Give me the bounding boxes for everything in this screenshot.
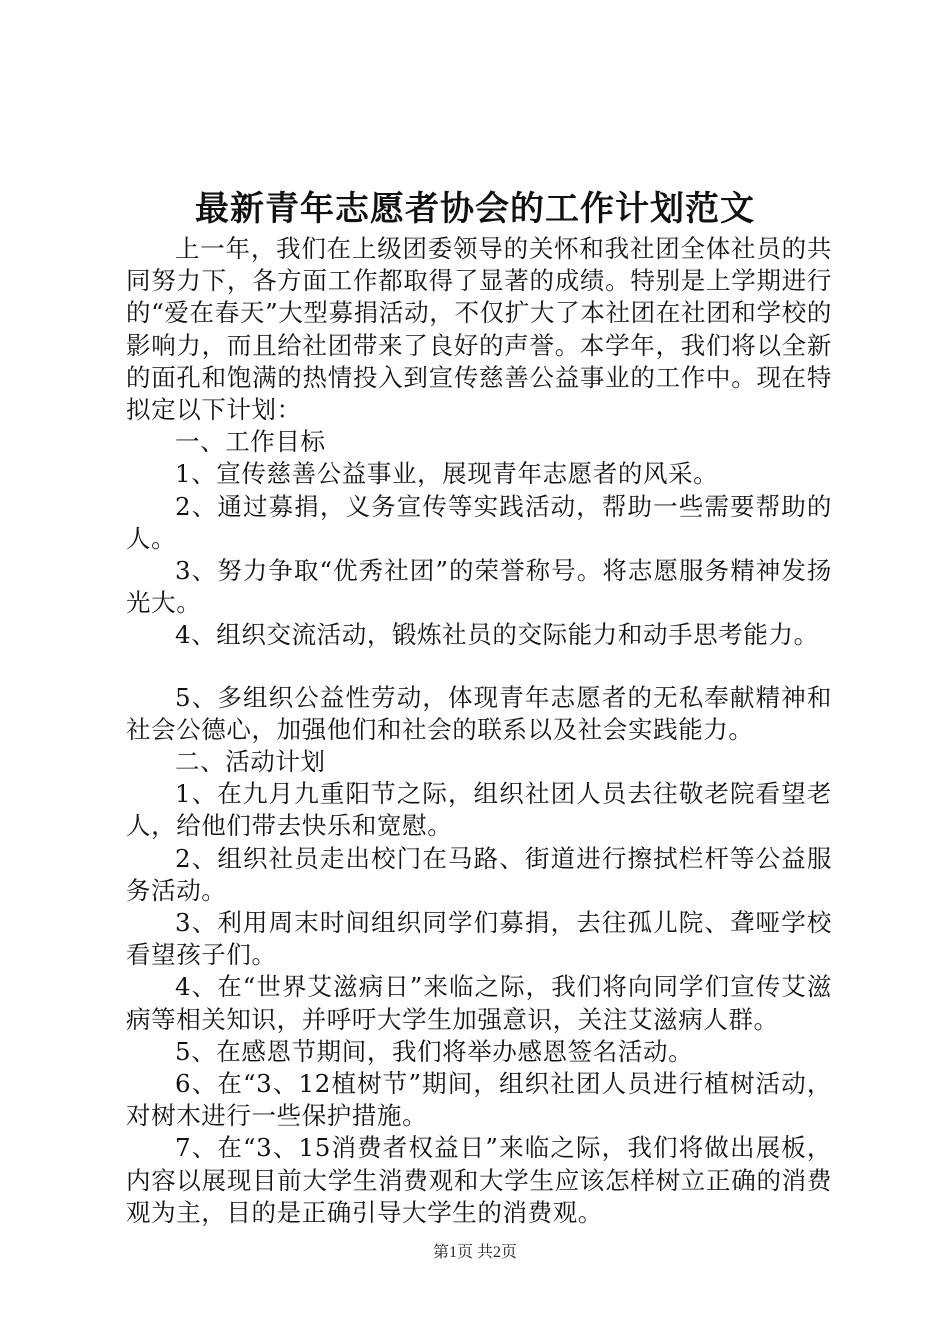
- activity-item: 2、组织社员走出校门在马路、街道进行擦拭栏杆等公益服务活动。: [126, 843, 832, 905]
- activity-item: 3、利用周末时间组织同学们募捐，去往孤儿院、聋哑学校看望孩子们。: [126, 908, 832, 970]
- activity-item: 6、在“3、12植树节”期间，组织社团人员进行植树活动，对树木进行一些保护措施。: [126, 1069, 832, 1131]
- activity-item: 7、在“3、15消费者权益日”来临之际，我们将做出展板，内容以展现目前大学生消费观和大学生应该怎样树立正确的消费观为主，目的是正确引导大学生的消费观。: [126, 1133, 832, 1227]
- activity-item: 1、在九月九重阳节之际，组织社团人员去往敬老院看望老人，给他们带去快乐和宽慰。: [126, 779, 832, 841]
- goal-item: 2、通过募捐，义务宣传等实践活动，帮助一些需要帮助的人。: [126, 491, 832, 553]
- goal-item: 1、宣传慈善公益事业，展现青年志愿者的风采。: [175, 459, 719, 489]
- activity-item: 4、在“世界艾滋病日”来临之际，我们将向同学们宣传艾滋病等相关知识，并呼吁大学生加强意识，关注艾滋病人群。: [126, 972, 832, 1034]
- page-number-footer: 第1页 共2页: [432, 1244, 517, 1261]
- goal-item: 5、多组织公益性劳动，体现青年志愿者的无私奉献精神和社会公德心，加强他们和社会的联系以及社会实践能力。: [126, 682, 832, 744]
- document-body: [126, 233, 832, 1229]
- activity-item: 5、在感恩节期间，我们将举办感恩签名活动。: [175, 1036, 694, 1066]
- section-heading-activities: 二、活动计划: [175, 747, 326, 777]
- goal-item: 4、组织交流活动，锻炼社员的交际能力和动手思考能力。: [175, 620, 819, 650]
- goal-item: 3、努力争取“优秀社团”的荣誉称号。将志愿服务精神发扬光大。: [126, 556, 832, 618]
- intro-paragraph: 上一年，我们在上级团委领导的关怀和我社团全体社员的共同努力下，各方面工作都取得了显著的成绩。特别是上学期进行的“爱在春天”大型募捐活动，不仅扩大了本社团在社团和学校的影响力，而且给社团带来了良好的声誉。本学年，我们将以全新的面孔和饱满的热情投入到宣传慈善公益事业的工作中。现在特拟定以下计划：: [126, 234, 832, 425]
- page-title: 最新青年志愿者协会的工作计划范文: [195, 189, 755, 229]
- section-heading-goals: 一、工作目标: [175, 427, 326, 457]
- blank-line: [126, 652, 832, 682]
